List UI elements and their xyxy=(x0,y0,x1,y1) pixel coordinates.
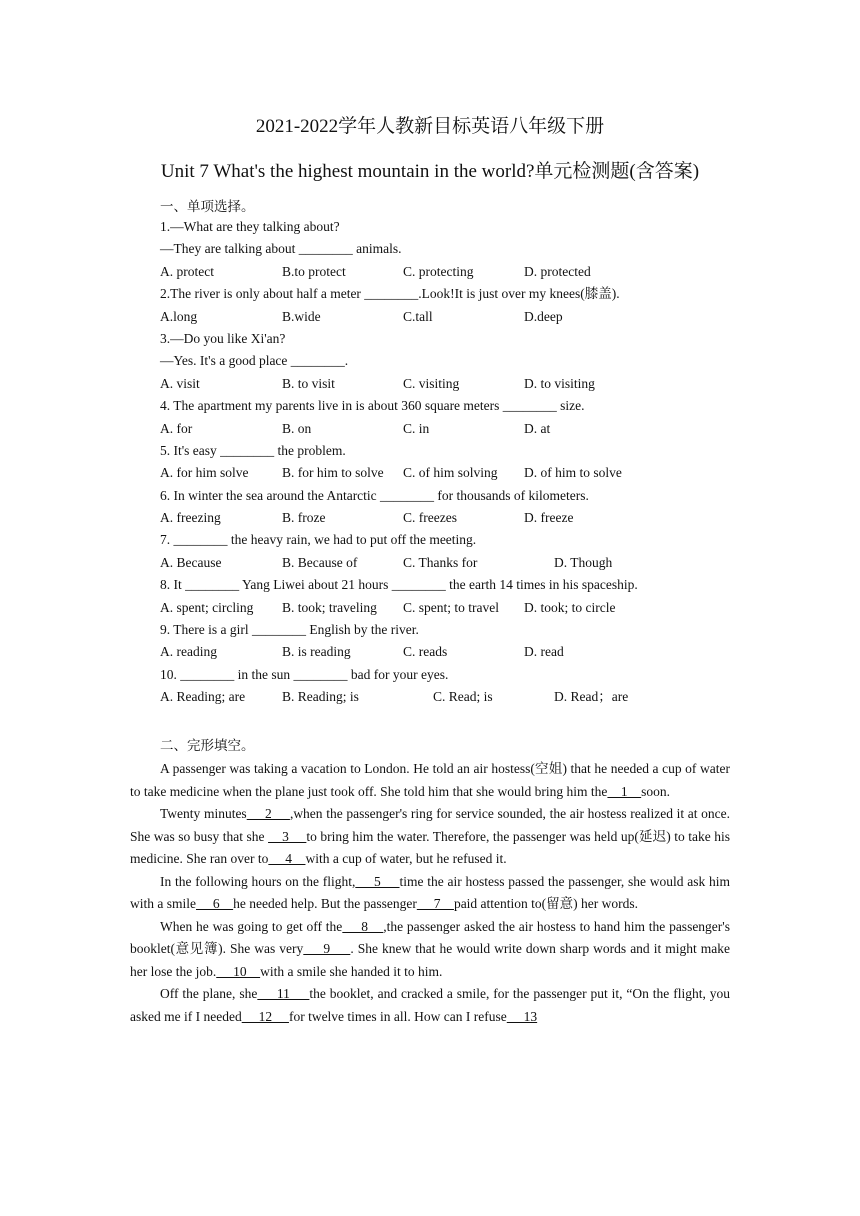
question-stem: 4. The apartment my parents live in is about 360 square meters ________ size. xyxy=(160,398,585,414)
passage-text: to bring him the water. Therefore, the passenger was held up(延迟) to take his medicine. She ran over to xyxy=(130,828,731,866)
cloze-blank: 12 xyxy=(241,1008,289,1024)
passage-text: paid attention to(留意) her words. xyxy=(453,896,639,911)
option-c: C. Thanks for xyxy=(403,554,478,570)
cloze-blank: 1 xyxy=(607,783,642,799)
question-stem: —Yes. It's a good place ________. xyxy=(160,353,349,369)
option-c: C. spent; to travel xyxy=(403,599,499,615)
passage-text: Twenty minutes xyxy=(160,806,247,821)
question-stem: 5. It's easy ________ the problem. xyxy=(160,442,346,458)
option-d: D. freeze xyxy=(524,510,574,526)
option-d: D. to visiting xyxy=(524,375,595,391)
option-a: A. visit xyxy=(160,375,200,391)
question-stem: 2.The river is only about half a meter ________.Look!It is just over my knees(膝盖). xyxy=(160,286,620,302)
cloze-paragraph xyxy=(130,758,730,803)
option-b: B.wide xyxy=(282,308,321,324)
passage-text: with a cup of water, but he refused it. xyxy=(305,851,507,866)
passage-text: the booklet, and cracked a smile, for the passenger put it, “On the flight, you asked me if I needed xyxy=(130,986,730,1024)
passage-text: A passenger was taking a vacation to London. He told an air hostess(空姐) that he needed a cup of water to take medicine when the plane just took off. She told him that she would bring him the xyxy=(130,761,730,799)
option-a: A.long xyxy=(160,308,198,324)
passage-text: with a smile she handed it to him. xyxy=(260,963,443,979)
cloze-blank: 5 xyxy=(355,873,400,889)
multiple-choice-section xyxy=(160,216,760,709)
cloze-blank: 13 xyxy=(506,1008,538,1024)
question-stem: 3.—Do you like Xi'an? xyxy=(160,330,286,346)
option-b: B. is reading xyxy=(282,644,351,660)
option-a: A. Because xyxy=(160,554,222,570)
cloze-blank: 4 xyxy=(268,851,306,866)
passage-text: for twelve times in all. How can I refuse xyxy=(288,1008,507,1024)
option-a: A. for xyxy=(160,420,193,436)
question-stem: 10. ________ in the sun ________ bad for your eyes. xyxy=(160,666,449,682)
cloze-paragraph xyxy=(130,871,730,916)
option-d: D. protected xyxy=(524,263,591,279)
cloze-blank: 11 xyxy=(257,986,310,1001)
option-a: A. protect xyxy=(160,263,214,279)
cloze-paragraph xyxy=(130,803,730,871)
question-stem: 9. There is a girl ________ English by the river. xyxy=(160,622,419,638)
option-c: C. reads xyxy=(403,644,448,660)
question-stem: 8. It ________ Yang Liwei about 21 hours ________ the earth 14 times in his spaceship. xyxy=(160,577,638,593)
cloze-paragraph xyxy=(130,916,730,984)
cloze-blank: 10 xyxy=(216,963,261,979)
section-heading-multiple-choice: 一、单项选择。 xyxy=(160,199,255,214)
cloze-blank: 9 xyxy=(303,941,351,956)
option-a: A. for him solve xyxy=(160,465,249,481)
cloze-blank: 7 xyxy=(416,896,454,911)
question-options xyxy=(160,261,760,283)
option-c: C. Read; is xyxy=(433,689,493,705)
cloze-blank: 2 xyxy=(246,806,290,821)
question-options xyxy=(160,418,760,440)
cloze-blank: 8 xyxy=(342,918,384,934)
option-b: B. Because of xyxy=(282,554,358,570)
question-options xyxy=(160,306,760,328)
option-d: D. Though xyxy=(554,554,613,570)
option-b: B. to visit xyxy=(282,375,335,391)
question-options xyxy=(160,373,760,395)
question-options xyxy=(160,462,760,484)
option-d: D.deep xyxy=(524,308,563,324)
option-b: B. Reading; is xyxy=(282,689,359,705)
option-c: C. in xyxy=(403,420,430,436)
option-d: D. Read；are xyxy=(554,689,629,705)
cloze-blank: 6 xyxy=(196,896,234,911)
option-b: B. for him to solve xyxy=(282,465,384,481)
question-options xyxy=(160,597,760,619)
option-d: D. at xyxy=(524,420,551,436)
question-stem: 7. ________ the heavy rain, we had to put off the meeting. xyxy=(160,532,477,548)
option-b: B. on xyxy=(282,420,312,436)
option-a: A. freezing xyxy=(160,510,221,526)
passage-text: When he was going to get off the xyxy=(160,918,343,934)
question-stem: 6. In winter the sea around the Antarctic ________ for thousands of kilometers. xyxy=(160,487,589,503)
passage-text: he needed help. But the passenger xyxy=(233,896,417,911)
question-stem: —They are talking about ________ animals. xyxy=(160,241,402,257)
section-heading-cloze: 二、完形填空。 xyxy=(160,738,255,753)
option-c: C. of him solving xyxy=(403,465,498,481)
option-a: A. spent; circling xyxy=(160,599,254,615)
passage-text: ,the passenger asked the air hostess to hand him the passenger's booklet(意见簿). She was very xyxy=(130,918,730,956)
passage-text: . She knew that he would write down sharp words and it might make her lose the job. xyxy=(130,941,731,979)
question-options xyxy=(160,641,760,663)
option-d: D. took; to circle xyxy=(524,599,616,615)
option-a: A. Reading; are xyxy=(160,689,246,705)
option-b: B. froze xyxy=(282,510,326,526)
question-options xyxy=(160,552,760,574)
cloze-blank: 3 xyxy=(268,828,307,844)
passage-text: soon. xyxy=(641,783,671,799)
option-c: C. visiting xyxy=(403,375,460,391)
document-title: 2021-2022学年人教新目标英语八年级下册 xyxy=(255,116,605,137)
passage-text: time the air hostess passed the passenger, she would ask him with a smile xyxy=(130,873,730,911)
question-options xyxy=(160,686,760,708)
question-options xyxy=(160,507,760,529)
option-b: B. took; traveling xyxy=(282,599,377,615)
option-b: B.to protect xyxy=(282,263,346,279)
option-a: A. reading xyxy=(160,644,217,660)
document-subtitle: Unit 7 What's the highest mountain in the world?单元检测题(含答案) xyxy=(160,161,700,182)
passage-text: ,when the passenger's ring for service sounded, the air hostess realized it at once. She was so busy that she xyxy=(130,806,731,844)
option-c: C. freezes xyxy=(403,510,457,526)
option-d: D. of him to solve xyxy=(524,465,622,481)
question-stem: 1.—What are they talking about? xyxy=(160,219,340,234)
option-c: C. protecting xyxy=(403,263,474,279)
cloze-paragraph xyxy=(130,983,730,1028)
passage-text: In the following hours on the flight, xyxy=(160,873,356,889)
cloze-passage xyxy=(130,758,730,1028)
option-d: D. read xyxy=(524,644,564,660)
passage-text: Off the plane, she xyxy=(160,986,258,1001)
option-c: C.tall xyxy=(403,308,433,324)
